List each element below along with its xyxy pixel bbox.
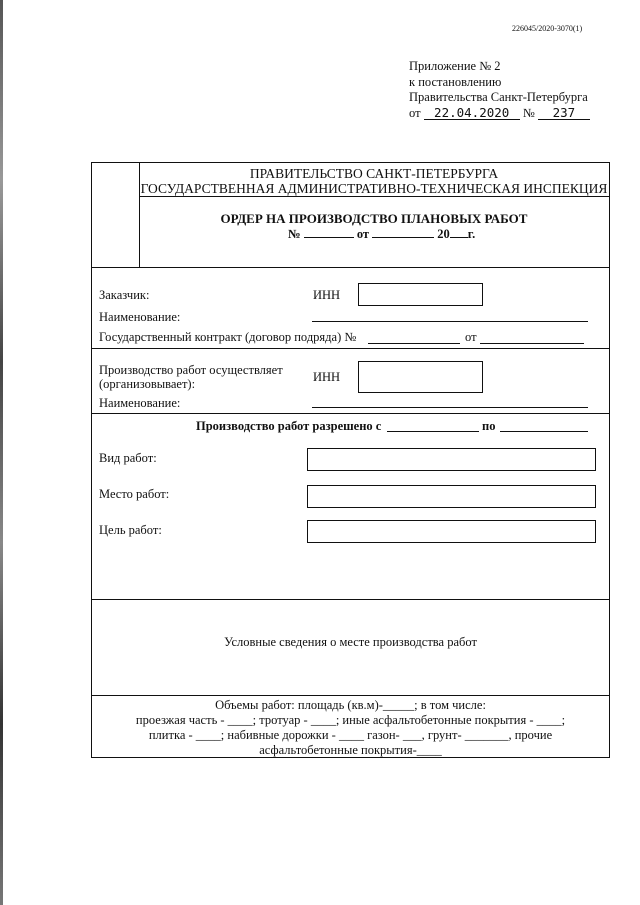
permit-from-field[interactable]: [387, 431, 479, 432]
performer-label-1: Производство работ осуществляет: [99, 363, 283, 377]
order-year-prefix: 20: [437, 227, 450, 241]
contract-date-field[interactable]: [480, 343, 584, 344]
header-rule: [139, 196, 609, 197]
permit-label: Производство работ разрешено с: [196, 419, 382, 433]
appendix-date: 22.04.2020: [424, 106, 520, 120]
header-bottom-rule: [92, 267, 609, 268]
appendix-block: [409, 59, 590, 121]
order-no-label: №: [288, 227, 301, 241]
appendix-date-line: [409, 106, 590, 122]
appendix-line-1: Приложение № 2: [409, 59, 501, 73]
inspection-title: ГОСУДАРСТВЕННАЯ АДМИНИСТРАТИВНО-ТЕХНИЧЕСКАЯ ИНСПЕКЦИЯ: [140, 181, 608, 196]
customer-rule: [92, 348, 609, 349]
customer-label: Заказчик:: [99, 288, 150, 302]
volumes-line-3: плитка - ____; набивные дорожки - ____ газон- ___, грунт- _______, прочие: [148, 728, 553, 742]
appendix-no-label: №: [522, 105, 535, 120]
performer-name-field[interactable]: [312, 407, 588, 408]
work-kind-input[interactable]: [307, 448, 596, 471]
map-section-label: Условные сведения о месте производства работ: [224, 635, 477, 649]
performer-inn-input[interactable]: [358, 361, 483, 393]
contract-label: Государственный контракт (договор подряда) №: [99, 330, 357, 344]
permit-rule: [92, 599, 609, 600]
contract-number-field[interactable]: [368, 343, 460, 344]
scan-edge: [0, 0, 3, 905]
permit-to-field[interactable]: [500, 431, 588, 432]
gov-title: ПРАВИТЕЛЬСТВО САНКТ-ПЕТЕРБУРГА: [249, 166, 499, 181]
work-purpose-label: Цель работ:: [99, 523, 162, 537]
work-place-input[interactable]: [307, 485, 596, 508]
volumes-line-1: Объемы работ: площадь (кв.м)-_____; в том числе:: [215, 698, 486, 712]
order-number-line: [288, 227, 475, 242]
order-year-suffix: г.: [467, 227, 476, 241]
order-date-field[interactable]: [372, 237, 434, 238]
performer-rule: [92, 413, 609, 414]
map-rule: [92, 695, 609, 696]
performer-label-2: (организовывает):: [99, 377, 196, 391]
customer-name-field[interactable]: [312, 321, 588, 322]
work-place-label: Место работ:: [99, 487, 170, 501]
order-number-field[interactable]: [304, 237, 354, 238]
customer-name-label: Наименование:: [99, 310, 181, 324]
appendix-line-2: к постановлению: [409, 74, 502, 89]
order-from-label: от: [356, 227, 370, 241]
permit-to-label: по: [482, 419, 496, 433]
contract-from-label: от: [465, 330, 477, 344]
work-purpose-input[interactable]: [307, 520, 596, 543]
performer-name-label: Наименование:: [99, 396, 181, 410]
order-year-field[interactable]: [450, 237, 468, 238]
order-form: [91, 162, 610, 758]
appendix-from-label: от: [409, 105, 421, 120]
order-title: ОРДЕР НА ПРОИЗВОДСТВО ПЛАНОВЫХ РАБОТ: [220, 211, 528, 226]
customer-inn-input[interactable]: [358, 283, 483, 306]
appendix-number: 237: [538, 106, 590, 120]
customer-inn-label: ИНН: [313, 288, 341, 302]
work-kind-label: Вид работ:: [99, 451, 157, 465]
volumes-line-4: асфальтобетонные покрытия-____: [259, 743, 442, 757]
appendix-line-3: Правительства Санкт-Петербурга: [409, 90, 588, 104]
document-id: 226045/2020-3070(1): [512, 24, 583, 33]
volumes-line-2: проезжая часть - ____; тротуар - ____; иные асфальтобетонные покрытия - ____;: [135, 713, 566, 727]
performer-inn-label: ИНН: [313, 370, 341, 384]
volumes-block: [92, 698, 609, 758]
